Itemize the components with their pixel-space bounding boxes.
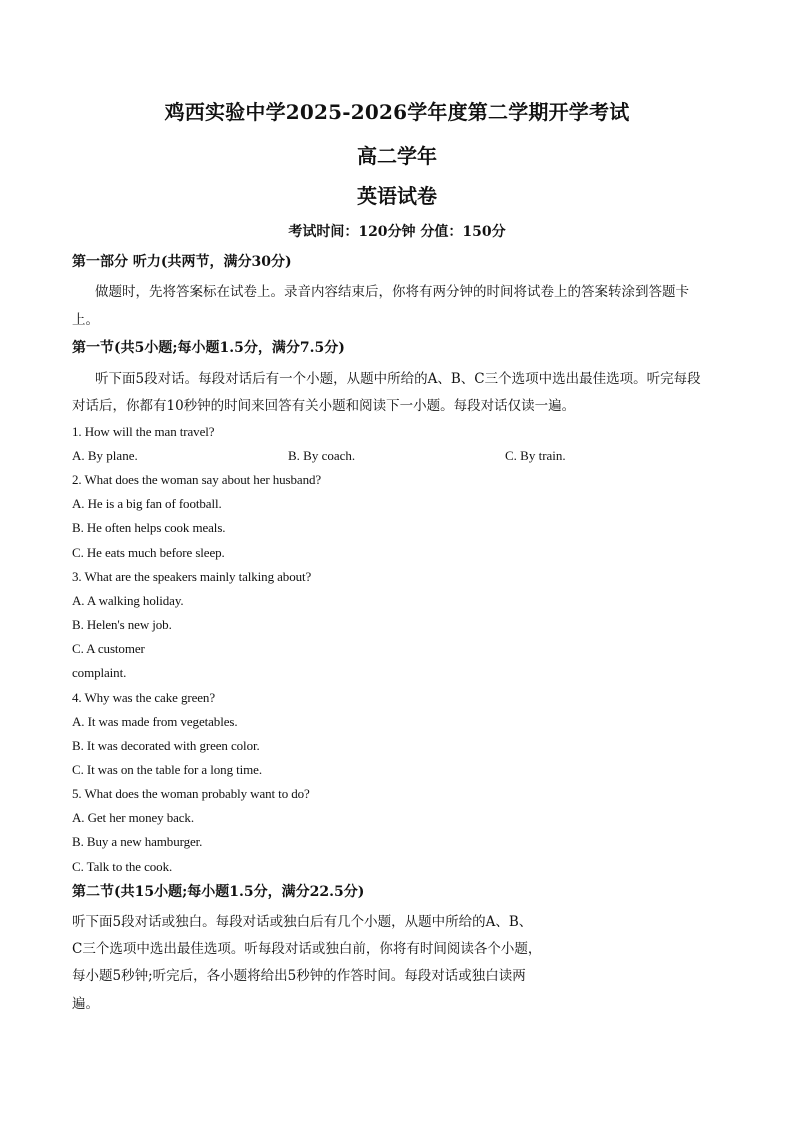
part1-instruction-line2: 上。 (72, 312, 99, 328)
question-4-stem: 4. Why was the cake green? (72, 690, 215, 705)
question-2-stem: 2. What does the woman say about her husband? (72, 472, 322, 487)
section1-heading: 第一节(共5小题;每小题1.5分，满分7.5分) (72, 340, 345, 356)
question-1-option-c: C. By train. (505, 448, 566, 463)
part1-heading: 第一部分 听力(共两节，满分30分) (72, 254, 292, 270)
question-4-option-a: A. It was made from vegetables. (72, 714, 238, 729)
question-4-option-c: C. It was on the table for a long time. (72, 762, 262, 777)
question-3-stem: 3. What are the speakers mainly talking about? (72, 569, 312, 584)
question-3-option-b: B. Helen's new job. (72, 617, 172, 632)
section1-instruction-line2: 对话后，你都有10秒钟的时间来回答有关小题和阅读下一小题。每段对话仅读一遍。 (72, 398, 576, 414)
question-2-option-a: A. He is a big fan of football. (72, 496, 222, 511)
question-4-option-b: B. It was decorated with green color. (72, 738, 260, 753)
subject-title: 英语试卷 (357, 184, 437, 208)
question-2-option-b: B. He often helps cook meals. (72, 520, 226, 535)
question-3-option-a: A. A walking holiday. (72, 593, 184, 608)
question-5-option-c: C. Talk to the cook. (72, 859, 173, 874)
section1-instruction-line1: 听下面5段对话。每段对话后有一个小题，从题中所给的A、B、C三个选项中选出最佳选项。听完每段 (95, 371, 701, 387)
section2-instruction-line2: C三个选项中选出最佳选项。听每段对话或独白前，你将有时间阅读各个小题， (72, 941, 542, 957)
question-5-option-a: A. Get her money back. (72, 810, 194, 825)
section2-instruction-line4: 遍。 (72, 996, 99, 1012)
exam-title: 鸡西实验中学2025-2026学年度第二学期开学考试 (164, 100, 630, 124)
question-1-option-a: A. By plane. (72, 448, 138, 463)
question-5-stem: 5. What does the woman probably want to do? (72, 786, 310, 801)
section2-heading: 第二节(共15小题;每小题1.5分，满分22.5分) (72, 884, 365, 900)
exam-info: 考试时间：120分钟 分值：150分 (288, 224, 506, 240)
question-1-option-b: B. By coach. (288, 448, 356, 463)
question-2-option-c: C. He eats much before sleep. (72, 545, 225, 560)
question-5-option-b: B. Buy a new hamburger. (72, 834, 203, 849)
grade-title: 高二学年 (357, 144, 437, 168)
question-1-stem: 1. How will the man travel? (72, 424, 215, 439)
question-3-option-c: C. A customer (72, 641, 145, 656)
question-3-option-c-continued: complaint. (72, 665, 127, 680)
section2-instruction-line3: 每小题5秒钟;听完后，各小题将给出5秒钟的作答时间。每段对话或独白读两 (72, 968, 526, 984)
section2-instruction-line1: 听下面5段对话或独白。每段对话或独白后有几个小题，从题中所给的A、B、 (72, 914, 533, 930)
part1-instruction-line1: 做题时，先将答案标在试卷上。录音内容结束后，你将有两分钟的时间将试卷上的答案转涂到答题卡 (95, 284, 689, 300)
